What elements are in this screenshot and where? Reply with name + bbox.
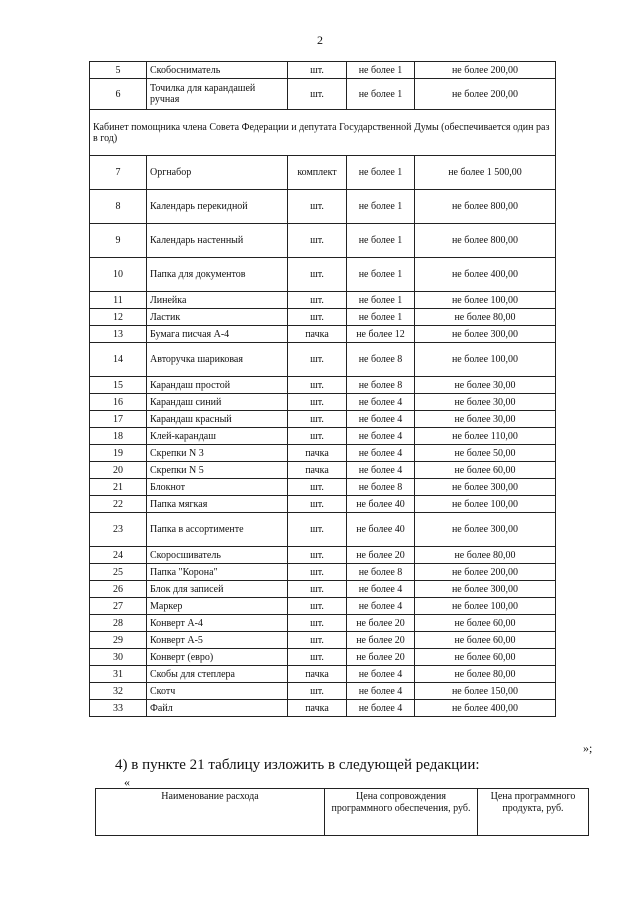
row-number: 5: [90, 62, 147, 79]
table-row: [90, 309, 556, 326]
table-row: [90, 666, 556, 683]
price-cell: не более 100,00: [415, 598, 556, 615]
table-row: [90, 190, 556, 224]
row-number: 16: [90, 394, 147, 411]
quantity-cell: не более 8: [347, 343, 415, 377]
item-name: Папка для документов: [147, 258, 288, 292]
row-number: 21: [90, 479, 147, 496]
table-row: [90, 598, 556, 615]
quantity-cell: не более 1: [347, 156, 415, 190]
price-cell: не более 30,00: [415, 377, 556, 394]
table-row: [90, 479, 556, 496]
row-number: 14: [90, 343, 147, 377]
row-number: 8: [90, 190, 147, 224]
table-row: [90, 615, 556, 632]
quantity-cell: не более 1: [347, 79, 415, 110]
unit-cell: шт.: [288, 513, 347, 547]
page-number: 2: [317, 33, 323, 47]
price-cell: не более 110,00: [415, 428, 556, 445]
row-number: 33: [90, 700, 147, 717]
table-row: [90, 462, 556, 479]
unit-cell: пачка: [288, 666, 347, 683]
unit-cell: шт.: [288, 479, 347, 496]
item-name: Клей-карандаш: [147, 428, 288, 445]
item-name: Конверт (евро): [147, 649, 288, 666]
row-number: 25: [90, 564, 147, 581]
price-cell: не более 30,00: [415, 394, 556, 411]
quantity-cell: не более 4: [347, 683, 415, 700]
paragraph-4: 4) в пункте 21 таблицу изложить в следующей редакции:: [115, 757, 480, 773]
price-cell: не более 300,00: [415, 581, 556, 598]
table-row: [90, 156, 556, 190]
table-row: [90, 700, 556, 717]
row-number: 26: [90, 581, 147, 598]
price-cell: не более 30,00: [415, 411, 556, 428]
unit-cell: шт.: [288, 632, 347, 649]
price-cell: не более 200,00: [415, 79, 556, 110]
unit-cell: шт.: [288, 496, 347, 513]
close-quote: »;: [583, 741, 593, 755]
section-title: Кабинет помощника члена Совета Федерации и депутата Государственной Думы (обеспечивается один раз в год): [90, 110, 556, 156]
price-cell: не более 800,00: [415, 190, 556, 224]
unit-cell: шт.: [288, 343, 347, 377]
quantity-cell: не более 4: [347, 666, 415, 683]
item-name: Блокнот: [147, 479, 288, 496]
unit-cell: шт.: [288, 190, 347, 224]
price-cell: не более 60,00: [415, 462, 556, 479]
quantity-cell: не более 1: [347, 309, 415, 326]
price-cell: не более 150,00: [415, 683, 556, 700]
table-row: [90, 377, 556, 394]
unit-cell: шт.: [288, 309, 347, 326]
quantity-cell: не более 4: [347, 428, 415, 445]
table-row: [90, 632, 556, 649]
quantity-cell: не более 12: [347, 326, 415, 343]
price-cell: не более 100,00: [415, 292, 556, 309]
table-row: [90, 649, 556, 666]
unit-cell: шт.: [288, 615, 347, 632]
table-row: [90, 683, 556, 700]
row-number: 10: [90, 258, 147, 292]
unit-cell: шт.: [288, 377, 347, 394]
price-cell: не более 100,00: [415, 343, 556, 377]
row-number: 19: [90, 445, 147, 462]
item-name: Папка "Корона": [147, 564, 288, 581]
unit-cell: шт.: [288, 224, 347, 258]
row-number: 7: [90, 156, 147, 190]
item-name: Карандаш красный: [147, 411, 288, 428]
item-name: Карандаш простой: [147, 377, 288, 394]
unit-cell: комплект: [288, 156, 347, 190]
item-name: Линейка: [147, 292, 288, 309]
price-cell: не более 1 500,00: [415, 156, 556, 190]
unit-cell: шт.: [288, 79, 347, 110]
unit-cell: пачка: [288, 445, 347, 462]
price-cell: не более 400,00: [415, 258, 556, 292]
table-row: [90, 445, 556, 462]
quantity-cell: не более 4: [347, 700, 415, 717]
quantity-cell: не более 40: [347, 513, 415, 547]
item-name: Календарь настенный: [147, 224, 288, 258]
header-product-price: Цена программного продукта, руб.: [478, 789, 589, 836]
table-row: [90, 394, 556, 411]
item-name: Карандаш синий: [147, 394, 288, 411]
quantity-cell: не более 8: [347, 377, 415, 394]
quantity-cell: не более 20: [347, 547, 415, 564]
price-cell: не более 50,00: [415, 445, 556, 462]
unit-cell: шт.: [288, 683, 347, 700]
price-cell: не более 60,00: [415, 649, 556, 666]
quantity-cell: не более 4: [347, 598, 415, 615]
price-cell: не более 200,00: [415, 62, 556, 79]
row-number: 12: [90, 309, 147, 326]
row-number: 28: [90, 615, 147, 632]
unit-cell: шт.: [288, 428, 347, 445]
open-quote: «: [124, 775, 130, 789]
row-number: 27: [90, 598, 147, 615]
new-table-header-row: [96, 789, 589, 836]
row-number: 17: [90, 411, 147, 428]
item-name: Файл: [147, 700, 288, 717]
row-number: 20: [90, 462, 147, 479]
row-number: 23: [90, 513, 147, 547]
price-cell: не более 300,00: [415, 326, 556, 343]
table-row: [90, 224, 556, 258]
table-row: [90, 581, 556, 598]
header-expense-name: Наименование расхода: [96, 789, 325, 836]
item-name: Скрепки N 5: [147, 462, 288, 479]
item-name: Ластик: [147, 309, 288, 326]
price-cell: не более 200,00: [415, 564, 556, 581]
price-cell: не более 800,00: [415, 224, 556, 258]
item-name: Папка в ассортименте: [147, 513, 288, 547]
price-cell: не более 300,00: [415, 479, 556, 496]
item-name: Конверт А-5: [147, 632, 288, 649]
unit-cell: шт.: [288, 547, 347, 564]
price-cell: не более 300,00: [415, 513, 556, 547]
row-number: 13: [90, 326, 147, 343]
item-name: Папка мягкая: [147, 496, 288, 513]
supplies-table: [89, 61, 556, 717]
quantity-cell: не более 40: [347, 496, 415, 513]
item-name: Скотч: [147, 683, 288, 700]
row-number: 32: [90, 683, 147, 700]
table-row: [90, 564, 556, 581]
table-row: [90, 547, 556, 564]
item-name: Маркер: [147, 598, 288, 615]
item-name: Скобы для степлера: [147, 666, 288, 683]
unit-cell: шт.: [288, 598, 347, 615]
table-row: [90, 411, 556, 428]
item-name: Блок для записей: [147, 581, 288, 598]
header-support-price: Цена сопровождения программного обеспечения, руб.: [325, 789, 478, 836]
price-cell: не более 400,00: [415, 700, 556, 717]
unit-cell: шт.: [288, 581, 347, 598]
item-name: Авторучка шариковая: [147, 343, 288, 377]
price-cell: не более 60,00: [415, 615, 556, 632]
price-cell: не более 60,00: [415, 632, 556, 649]
table-row: [90, 428, 556, 445]
unit-cell: шт.: [288, 411, 347, 428]
section-row: [90, 110, 556, 156]
unit-cell: пачка: [288, 326, 347, 343]
row-number: 15: [90, 377, 147, 394]
price-cell: не более 100,00: [415, 496, 556, 513]
table-row: [90, 258, 556, 292]
quantity-cell: не более 8: [347, 564, 415, 581]
unit-cell: шт.: [288, 649, 347, 666]
quantity-cell: не более 4: [347, 394, 415, 411]
quantity-cell: не более 1: [347, 292, 415, 309]
quantity-cell: не более 20: [347, 632, 415, 649]
table-row: [90, 343, 556, 377]
quantity-cell: не более 1: [347, 62, 415, 79]
table-row: [90, 513, 556, 547]
quantity-cell: не более 20: [347, 615, 415, 632]
item-name: Бумага писчая А-4: [147, 326, 288, 343]
row-number: 6: [90, 79, 147, 110]
unit-cell: шт.: [288, 394, 347, 411]
table-row: [90, 292, 556, 309]
row-number: 11: [90, 292, 147, 309]
table-row: [90, 326, 556, 343]
table-row: [90, 62, 556, 79]
price-cell: не более 80,00: [415, 547, 556, 564]
item-name: Календарь перекидной: [147, 190, 288, 224]
item-name: Скрепки N 3: [147, 445, 288, 462]
quantity-cell: не более 4: [347, 411, 415, 428]
quantity-cell: не более 1: [347, 224, 415, 258]
unit-cell: пачка: [288, 700, 347, 717]
unit-cell: шт.: [288, 62, 347, 79]
unit-cell: шт.: [288, 564, 347, 581]
quantity-cell: не более 4: [347, 462, 415, 479]
row-number: 30: [90, 649, 147, 666]
row-number: 31: [90, 666, 147, 683]
row-number: 29: [90, 632, 147, 649]
row-number: 22: [90, 496, 147, 513]
row-number: 24: [90, 547, 147, 564]
row-number: 9: [90, 224, 147, 258]
quantity-cell: не более 4: [347, 445, 415, 462]
price-cell: не более 80,00: [415, 666, 556, 683]
new-table: [95, 788, 589, 836]
item-name: Точилка для карандашей ручная: [147, 79, 288, 110]
item-name: Скобосниматель: [147, 62, 288, 79]
item-name: Оргнабор: [147, 156, 288, 190]
table-row: [90, 496, 556, 513]
item-name: Конверт А-4: [147, 615, 288, 632]
item-name: Скоросшиватель: [147, 547, 288, 564]
quantity-cell: не более 20: [347, 649, 415, 666]
quantity-cell: не более 8: [347, 479, 415, 496]
row-number: 18: [90, 428, 147, 445]
quantity-cell: не более 1: [347, 258, 415, 292]
quantity-cell: не более 1: [347, 190, 415, 224]
unit-cell: шт.: [288, 292, 347, 309]
unit-cell: пачка: [288, 462, 347, 479]
quantity-cell: не более 4: [347, 581, 415, 598]
unit-cell: шт.: [288, 258, 347, 292]
price-cell: не более 80,00: [415, 309, 556, 326]
table-row: [90, 79, 556, 110]
